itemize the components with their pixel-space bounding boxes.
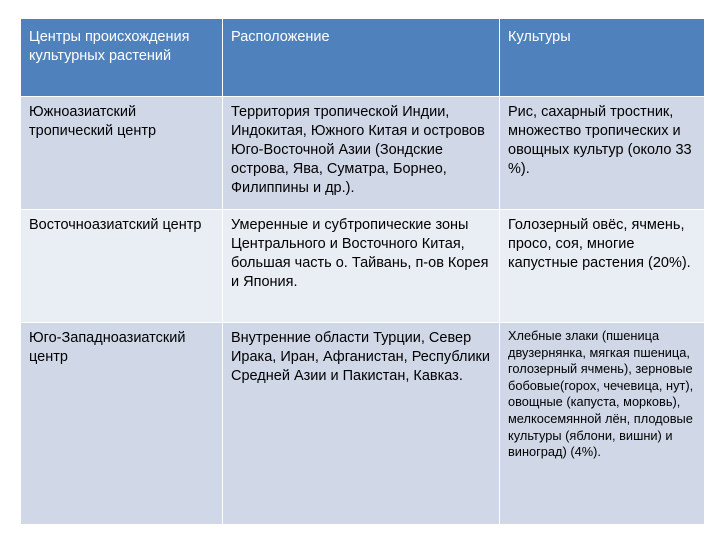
table-row <box>21 323 704 525</box>
header-crops: Культуры <box>500 19 704 97</box>
cell-crops: Хлебные злаки (пшеница двузернянка, мягкая пшеница, голозерный ячмень), зерновые бобовые(горох, чечевица, нут), овощные (капуста, морковь), мелкосемянной лён, плодовые культуры (яблони, вишни) и виноград) (4%). <box>500 323 704 525</box>
cell-center: Восточноазиатский центр <box>21 210 223 323</box>
crop-origin-centers-table <box>21 19 704 525</box>
header-center: Центры происхождения культурных растений <box>21 19 223 97</box>
table-row <box>21 97 704 210</box>
header-location: Расположение <box>223 19 500 97</box>
cell-location: Территория тропической Индии, Индокитая, Южного Китая и островов Юго-Восточной Азии (Зондские острова, Ява, Суматра, Борнео, Филиппины и др.). <box>223 97 500 210</box>
table-header-row <box>21 19 704 97</box>
table-row <box>21 210 704 323</box>
cell-location: Внутренние области Турции, Север Ирака, Иран, Афганистан, Республики Средней Азии и Пакистан, Кавказ. <box>223 323 500 525</box>
cell-crops: Голозерный овёс, ячмень, просо, соя, многие капустные растения (20%). <box>500 210 704 323</box>
cell-location: Умеренные и субтропические зоны Центрального и Восточного Китая, большая часть о. Тайвань, п-ов Корея и Япония. <box>223 210 500 323</box>
cell-center: Южноазиатский тропический центр <box>21 97 223 210</box>
cell-center: Юго-Западноазиатский центр <box>21 323 223 525</box>
cell-crops: Рис, сахарный тростник, множество тропических и овощных культур (около 33 %). <box>500 97 704 210</box>
